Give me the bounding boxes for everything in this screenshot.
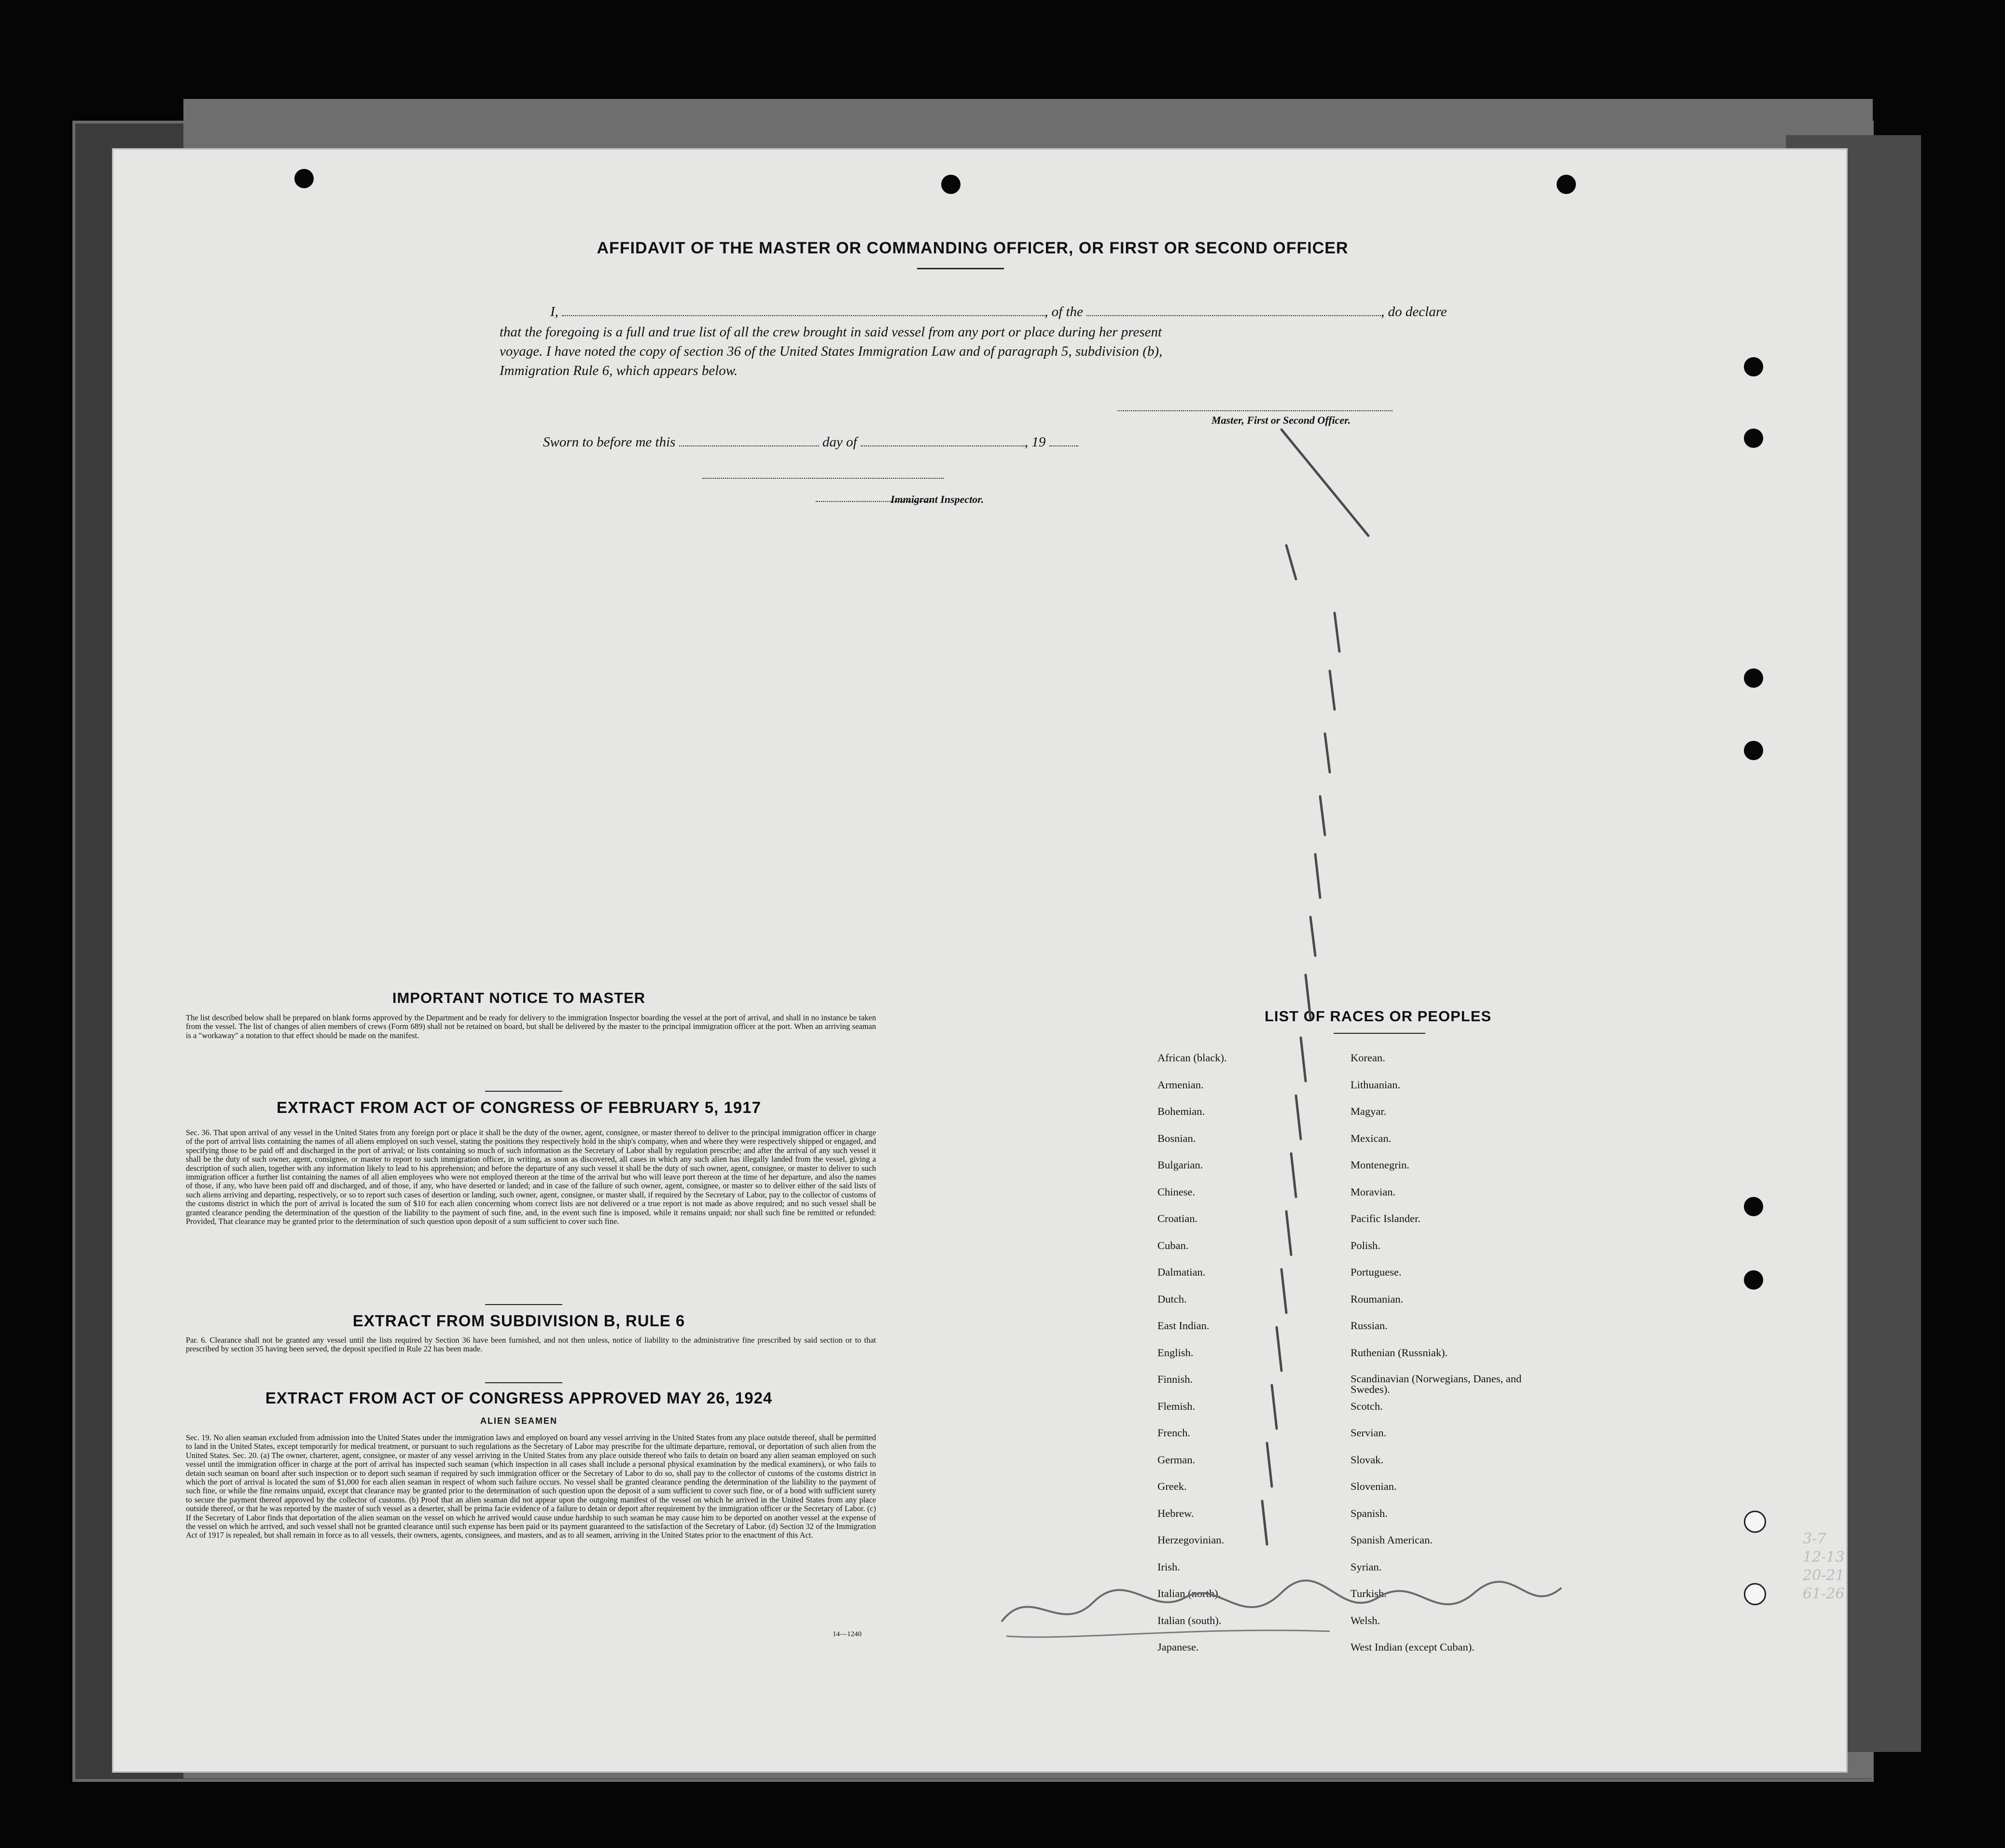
sworn-line: [543, 434, 1078, 450]
race-item: West Indian (except Cuban).: [1351, 1641, 1475, 1653]
title-divider: [917, 268, 1004, 269]
race-item: African (black).: [1157, 1052, 1227, 1064]
section-divider: [485, 1304, 562, 1305]
extract-1924-subtitle: ALIEN SEAMEN: [480, 1416, 557, 1426]
race-item: Turkish.: [1351, 1587, 1387, 1599]
race-item: Cuban.: [1157, 1239, 1189, 1251]
affidavit-line: that the foregoing is a full and true list of all the crew brought in said vessel from any port or place during her present: [500, 324, 1162, 340]
race-item: Welsh.: [1351, 1614, 1380, 1626]
section-divider: [485, 1091, 562, 1092]
race-item: Dalmatian.: [1157, 1266, 1206, 1278]
race-item: Scandinavian (Norwegians, Danes, and Swedes).: [1351, 1373, 1522, 1395]
race-item: Syrian.: [1351, 1560, 1382, 1573]
race-item: Servian.: [1351, 1427, 1387, 1439]
punch-hole: [1744, 741, 1763, 760]
race-item: Bulgarian.: [1157, 1159, 1203, 1171]
notice-title: IMPORTANT NOTICE TO MASTER: [392, 989, 646, 1006]
extract-1924-title: EXTRACT FROM ACT OF CONGRESS APPROVED MAY 26, 1924: [265, 1389, 773, 1407]
race-item: Slovenian.: [1351, 1480, 1397, 1492]
race-item: Montenegrin.: [1351, 1159, 1409, 1171]
extract-1917-text: Sec. 36. That upon arrival of any vessel in the United States from any foreign port or place it shall be the duty of the owner, agent, consignee, or master thereof to deliver to the principal immigration officer in charge of the port of arrival lists containing the names of all aliens employed on such vessel, stating the positions they respectively hold in the ship's company, when and where they were respectively shipped or engaged, and specifying those to be paid off and discharged in the port of arrival; or lists containing so much of such information as the Secretary of Labor shall by regulation prescribe; and after the arrival of any such vessel it shall be the duty of such owner, agent, consignee, or master to report to such immigration officer, in writing, as soon as discovered, all cases in which any such alien has illegally landed from the vessel, giving a description of such alien, together with any information likely to lead to his apprehension; and before the departure of any such vessel it shall be the duty of such owner, agent, consignee, or master to deliver to such immigration officer a further list containing the names of all alien employees who were not employed thereon at the time of the arrival but who will leave port thereon at the time of her departure, and also the names of those, if any, who have been paid off and discharged, and of those, if any, who have deserted or landed; and in case of the failure of such owner, agent, consignee, or master so to deliver either of the said lists of such aliens arriving and departing, respectively, or so to report such cases of desertion or landing, such owner, agent, consignee, or master shall, if required by the Secretary of Labor, pay to the collector of customs of the customs district in which the port of arrival is located the sum of $10 for each alien concerning whom correct lists are not delivered or a true report is not made as above required; and no such vessel shall be granted clearance pending the determination of the question of the liability to the payment of such fine, and, in the event such fine is imposed, while it remains unpaid; nor shall such fine be remitted or refunded: Provided, That clearance may be granted prior to the determination of such question upon deposit of a sum sufficient to cover such fine.: [186, 1128, 876, 1226]
manifest-page: [113, 150, 1846, 1771]
month-blank[interactable]: [861, 435, 1025, 446]
race-item: Italian (south).: [1157, 1614, 1222, 1626]
year-blank[interactable]: [1049, 435, 1078, 446]
race-item: Spanish American.: [1351, 1534, 1433, 1546]
affidavit-text: , do declare: [1381, 304, 1447, 320]
affidavit-line: Immigration Rule 6, which appears below.: [500, 363, 738, 378]
punch-hole: [1557, 175, 1576, 194]
notice-text: The list described below shall be prepared on blank forms approved by the Department and be ready for delivery to the immigration Inspector boarding the vessel at the port of arrival, and shall in no instance be taken from the vessel. The list of changes of alien members of crews (Form 689) shall not be retained on board, but shall be delivered by the master to the principal immigration officer at the port. When an arriving seaman is a "workaway" a notation to that effect should be made on the manifest.: [186, 1013, 876, 1040]
race-item: Japanese.: [1157, 1641, 1199, 1653]
affidavit-text: , of the: [1044, 304, 1083, 320]
extract-rule6-text: Par. 6. Clearance shall not be granted any vessel until the lists required by Section 36 have been furnished, and not then unless, notice of liability to the administrative fine prescribed by said section or to that prescribed by section 35 having been served, the deposit specified in Rule 22 has been made.: [186, 1335, 876, 1354]
form-number: 14—1240: [833, 1630, 862, 1638]
inspector-signature-line[interactable]: [702, 478, 944, 479]
race-item: Italian (north).: [1157, 1587, 1221, 1599]
race-item: English.: [1157, 1346, 1194, 1359]
race-item: Irish.: [1157, 1560, 1180, 1573]
extract-1917-title: EXTRACT FROM ACT OF CONGRESS OF FEBRUARY 5, 1917: [277, 1098, 761, 1116]
punch-hole: [1744, 1197, 1763, 1216]
signature-label: Master, First or Second Officer.: [1211, 414, 1351, 426]
sworn-text: day of: [822, 434, 857, 450]
affidavit-line: [500, 304, 1491, 320]
race-item: Greek.: [1157, 1480, 1187, 1492]
race-item: French.: [1157, 1427, 1191, 1439]
affidavit-text: I,: [550, 304, 558, 320]
punch-hole: [1744, 1511, 1766, 1533]
race-item: Polish.: [1351, 1239, 1380, 1251]
race-item: Croatian.: [1157, 1212, 1198, 1224]
race-item: Portuguese.: [1351, 1266, 1402, 1278]
day-blank[interactable]: [679, 435, 819, 446]
punch-hole: [1744, 1270, 1763, 1290]
race-item: Bohemian.: [1157, 1105, 1205, 1117]
affidavit-title: AFFIDAVIT OF THE MASTER OR COMMANDING OFFICER, OR FIRST OR SECOND OFFICER: [597, 239, 1349, 257]
race-item: Magyar.: [1351, 1105, 1387, 1117]
pencil-tally-marks: [1166, 420, 1407, 1602]
section-divider: [485, 1382, 562, 1383]
race-item: East Indian.: [1157, 1320, 1210, 1332]
race-item: Korean.: [1351, 1052, 1385, 1064]
punch-hole: [1744, 1583, 1766, 1605]
affidavit-line: voyage. I have noted the copy of section 36 of the United States Immigration Law and of paragraph 5, subdivision (b),: [500, 344, 1163, 359]
race-item: Chinese.: [1157, 1185, 1196, 1198]
race-item: Lithuanian.: [1351, 1078, 1401, 1091]
race-item: Hebrew.: [1157, 1507, 1194, 1519]
race-item: Spanish.: [1351, 1507, 1388, 1519]
race-item: Roumanian.: [1351, 1292, 1404, 1305]
race-item: Russian.: [1351, 1320, 1388, 1332]
punch-hole: [294, 169, 314, 188]
punch-hole: [1744, 668, 1763, 688]
race-item: Scotch.: [1351, 1400, 1383, 1412]
race-item: Herzegovinian.: [1157, 1534, 1225, 1546]
punch-hole: [941, 175, 961, 194]
handwritten-numbers: 3-7 12-13 20-21 61-26: [1803, 1530, 1845, 1602]
race-item: Pacific Islander.: [1351, 1212, 1420, 1224]
extract-1924-text: Sec. 19. No alien seaman excluded from admission into the United States under the immigration laws and employed on board any vessel arriving in the United States from any place outside thereof, shall be permitted to land in the United States, except temporarily for medical treatment, or pursuant to such regulations as the Secretary of Labor may prescribe for the ultimate departure, removal, or deportation of such alien from the United States. Sec. 20. (a) The owner, charterer, agent, consignee, or master of any vessel arriving in the United States from any place outside thereof who fails to detain on board any alien seaman employed on such vessel until the immigration officer in charge at the port of arrival has inspected such seaman (which inspection in all cases shall include a personal physical examination by the medical examiners), or who fails to detain such seaman on board after such inspection or to deport such seaman if required by such immigration officer or the Secretary of Labor to do so, shall pay to the collector of customs of the customs district in which the port of arrival is located the sum of $1,000 for each alien seaman in respect of whom such failure occurs. No vessel shall be granted clearance pending the determination of the liability to the payment of such fine, or while the fine remains unpaid, except that clearance may be granted prior to the determination of such question upon the deposit of a sum sufficient to cover such fine, or of a bond with sufficient surety to secure the payment thereof approved by the collector of customs. (b) Proof that an alien seaman did not appear upon the outgoing manifest of the vessel on which he arrived in the United States from any place outside thereof, or that he was reported by the master of such vessel as a deserter, shall be prima facie evidence of a failure to detain or deport after requirement by the immigration officer or the Secretary of Labor. (c) If the Secretary of Labor finds that deportation of the alien seaman on the vessel on which he arrived would cause undue hardship to such seaman he may cause him to be deported on another vessel at the expense of the vessel on which he arrived, and such vessel shall not be granted clearance until such expense has been paid or its payment guaranteed to the satisfaction of the Secretary of Labor. (d) Section 32 of the Immigration Act of 1917 is repealed, but shall remain in force as to all vessels, their owners, agents, consignees, and masters, and as to all seamen, arriving in the United States prior to the enactment of this Act.: [186, 1433, 876, 1540]
punch-hole: [1744, 357, 1763, 376]
race-item: Moravian.: [1351, 1185, 1396, 1198]
name-blank[interactable]: [562, 305, 1044, 316]
races-title: LIST OF RACES OR PEOPLES: [1264, 1008, 1492, 1025]
extract-rule6-title: EXTRACT FROM SUBDIVISION B, RULE 6: [352, 1312, 685, 1330]
race-item: Ruthenian (Russniak).: [1351, 1346, 1448, 1359]
race-item: Mexican.: [1351, 1132, 1392, 1144]
sworn-text: Sworn to before me this: [543, 434, 676, 450]
race-item: Finnish.: [1157, 1373, 1193, 1385]
race-item: Flemish.: [1157, 1400, 1196, 1412]
race-item: German.: [1157, 1453, 1196, 1466]
vessel-blank[interactable]: [1086, 305, 1381, 316]
race-item: Dutch.: [1157, 1292, 1187, 1305]
handwritten-signature: [992, 1540, 1571, 1665]
punch-hole: [1744, 429, 1763, 448]
race-item: Bosnian.: [1157, 1132, 1196, 1144]
signature-line[interactable]: [1117, 410, 1392, 411]
sworn-text: , 19: [1024, 434, 1046, 450]
inspector-label: Immigrant Inspector.: [891, 493, 984, 505]
race-item: Armenian.: [1157, 1078, 1204, 1091]
race-item: Slovak.: [1351, 1453, 1384, 1466]
